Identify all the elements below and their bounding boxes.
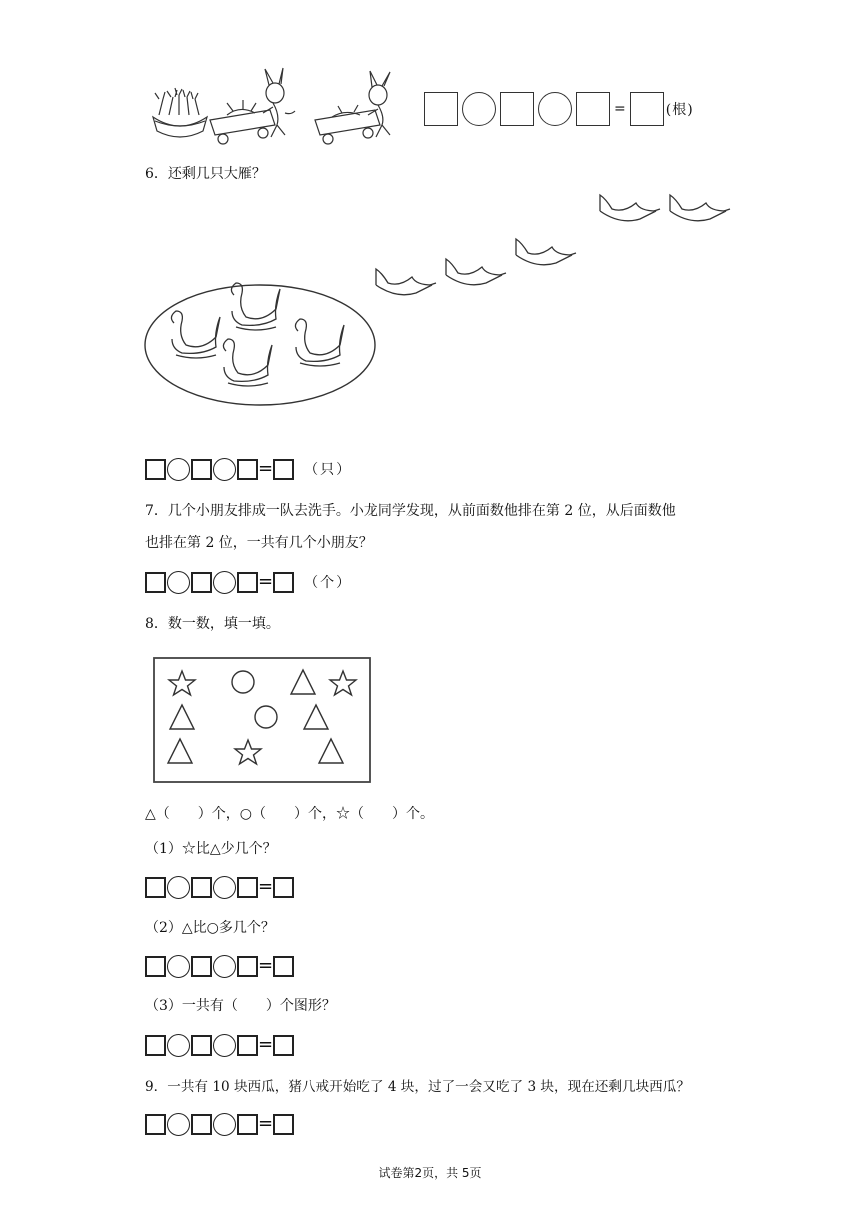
operator-circle[interactable]: [213, 1113, 236, 1136]
answer-box[interactable]: [145, 1114, 166, 1135]
flying-goose-icon: [600, 195, 660, 221]
answer-box[interactable]: [500, 92, 534, 126]
operator-circle[interactable]: [213, 458, 236, 481]
unit-label: (根): [665, 102, 694, 118]
flying-goose-icon: [446, 259, 506, 285]
answer-box[interactable]: [424, 92, 458, 126]
operator-circle[interactable]: [167, 571, 190, 594]
carrot-basket-icon: [153, 88, 207, 137]
answer-box[interactable]: [191, 459, 212, 480]
question-6: 6．还剩几只大雁？: [145, 166, 266, 182]
circle-icon: [255, 706, 277, 728]
triangle-icon: [291, 670, 315, 694]
equation-q8-3: [145, 1032, 294, 1058]
question-7-line2: 也排在第 2 位，一共有几个小朋友？: [145, 535, 373, 551]
rabbit-cart-icon: [315, 71, 390, 144]
operator-circle[interactable]: [538, 92, 572, 126]
operator-circle[interactable]: [167, 1034, 190, 1057]
goose-icon: [231, 283, 280, 330]
unit-label: （只）: [304, 462, 353, 478]
operator-circle[interactable]: [167, 458, 190, 481]
question-8-fill: △（ ）个，○（ ）个，☆（ ）个。: [145, 806, 434, 822]
question-8-sub1: （1）☆比△少几个？: [145, 841, 277, 857]
flying-goose-icon: [670, 195, 730, 221]
question-8-sub2: （2）△比○多几个？: [145, 920, 275, 936]
operator-circle[interactable]: [213, 955, 236, 978]
operator-circle[interactable]: [167, 955, 190, 978]
operator-circle[interactable]: [213, 1034, 236, 1057]
answer-box[interactable]: [145, 1035, 166, 1056]
triangle-icon: [168, 739, 192, 763]
answer-box[interactable]: [237, 956, 258, 977]
triangle-icon: [170, 705, 194, 729]
circle-icon: [232, 671, 254, 693]
answer-box[interactable]: [237, 1035, 258, 1056]
star-icon: [235, 740, 261, 764]
rabbit-cart-icon: [210, 68, 295, 144]
equals-sign: =: [258, 1113, 274, 1134]
answer-box[interactable]: [237, 459, 258, 480]
equation-q6: [145, 456, 352, 482]
answer-box[interactable]: [145, 572, 166, 593]
equals-sign: =: [258, 955, 274, 976]
question-8: 8．数一数，填一填。: [145, 616, 280, 632]
answer-box[interactable]: [237, 1114, 258, 1135]
answer-box[interactable]: [273, 572, 294, 593]
flying-goose-icon: [516, 239, 576, 265]
operator-circle[interactable]: [213, 876, 236, 899]
equation-q7: [145, 569, 352, 595]
equals-sign: =: [258, 1034, 274, 1055]
answer-box[interactable]: [145, 956, 166, 977]
goose-icon: [223, 339, 272, 386]
equals-sign: =: [258, 458, 274, 479]
flying-goose-icon: [376, 269, 436, 295]
answer-box[interactable]: [273, 1114, 294, 1135]
answer-box[interactable]: [191, 1114, 212, 1135]
answer-box[interactable]: [145, 877, 166, 898]
answer-box[interactable]: [630, 92, 664, 126]
rabbit-carrot-illustration: [145, 65, 420, 150]
equation-q9: [145, 1111, 294, 1137]
operator-circle[interactable]: [462, 92, 496, 126]
triangle-icon: [319, 739, 343, 763]
answer-box[interactable]: [145, 459, 166, 480]
shapes-box: [152, 655, 374, 785]
equation-q8-1: [145, 874, 294, 900]
unit-label: （个）: [304, 575, 353, 591]
question-8-sub3: （3）一共有（ ）个图形？: [145, 998, 336, 1014]
top-equation: [424, 89, 694, 129]
goose-icon: [171, 311, 220, 358]
answer-box[interactable]: [191, 877, 212, 898]
answer-box[interactable]: [273, 1035, 294, 1056]
answer-box[interactable]: [191, 956, 212, 977]
answer-box[interactable]: [273, 956, 294, 977]
question-9: 9．一共有 10 块西瓜，猪八戒开始吃了 4 块，过了一会又吃了 3 块，现在还剩几块西瓜？: [145, 1079, 690, 1095]
answer-box[interactable]: [273, 459, 294, 480]
answer-box[interactable]: [273, 877, 294, 898]
page-footer: 试卷第2页，共 5页: [378, 1166, 482, 1180]
operator-circle[interactable]: [213, 571, 236, 594]
answer-box[interactable]: [237, 877, 258, 898]
question-7-line1: 7．几个小朋友排成一队去洗手。小龙同学发现，从前面数他排在第 2 位，从后面数他: [145, 503, 676, 519]
operator-circle[interactable]: [167, 876, 190, 899]
answer-box[interactable]: [191, 572, 212, 593]
answer-box[interactable]: [576, 92, 610, 126]
geese-illustration: [140, 185, 740, 410]
equation-q8-2: [145, 953, 294, 979]
equals-sign: =: [258, 876, 274, 897]
equals-sign: =: [614, 101, 626, 117]
operator-circle[interactable]: [167, 1113, 190, 1136]
answer-box[interactable]: [237, 572, 258, 593]
goose-icon: [295, 319, 344, 366]
star-icon: [330, 671, 356, 695]
triangle-icon: [304, 705, 328, 729]
star-icon: [169, 671, 195, 695]
equals-sign: =: [258, 571, 274, 592]
answer-box[interactable]: [191, 1035, 212, 1056]
